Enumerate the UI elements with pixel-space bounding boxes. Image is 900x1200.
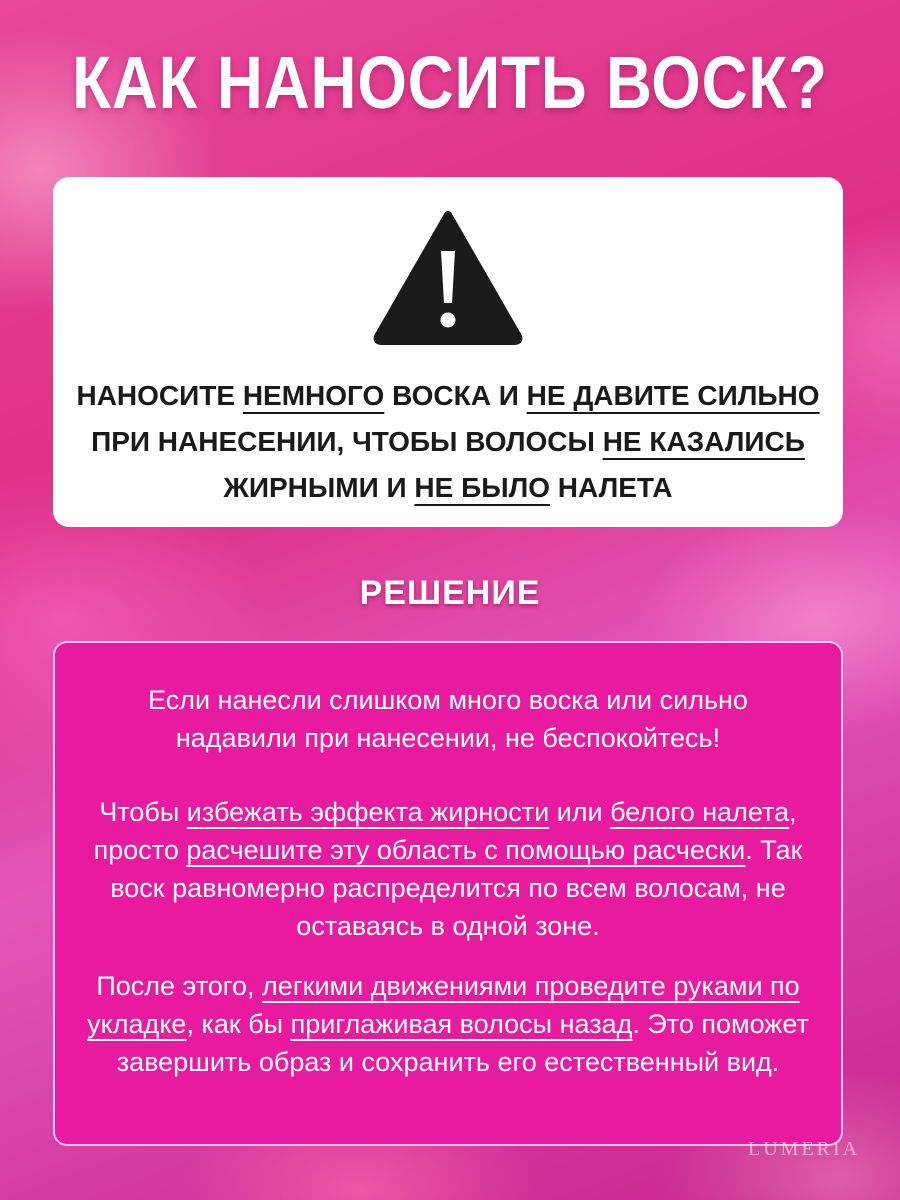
text-segment: НАНОСИТЕ [76, 380, 243, 411]
underlined-phrase: белого налета [610, 797, 790, 827]
solution-heading: РЕШЕНИЕ [359, 574, 541, 612]
text-segment: Чтобы [99, 797, 187, 827]
text-segment: ПРИ НАНЕСЕНИИ, ЧТОБЫ ВОЛОСЫ [91, 426, 603, 457]
underlined-phrase: приглаживая волосы назад [290, 1009, 633, 1039]
text-segment: , просто [93, 797, 797, 865]
solution-card [53, 641, 843, 1146]
text-segment: , как бы [186, 1009, 291, 1039]
underlined-phrase: НЕ КАЗАЛИСЬ [602, 426, 805, 457]
solution-paragraph-3 [85, 967, 811, 1081]
text-segment: . Так воск равномерно распределится по всем волосам, не оставаясь в одной зоне. [110, 835, 803, 941]
underlined-phrase: НЕМНОГО [242, 380, 385, 411]
underlined-phrase: НЕ ДАВИТЕ СИЛЬНО [526, 380, 820, 411]
underlined-phrase: легкими движениями проведите руками по укладке [87, 971, 800, 1039]
underlined-phrase: НЕ БЫЛО [414, 472, 551, 503]
underlined-phrase: избежать эффекта жирности [186, 797, 550, 827]
text-segment: . Это поможет завершить образ и сохранить его естественный вид. [116, 1009, 809, 1077]
underlined-phrase: расчешите эту область с помощью расчески [186, 835, 746, 865]
text-segment: или [549, 797, 611, 827]
page-title: КАК НАНОСИТЬ ВОСК? [72, 41, 828, 124]
text-segment: ВОСКА И [384, 380, 527, 411]
solution-paragraph-2 [85, 793, 811, 945]
warning-text [73, 373, 823, 511]
text-segment: После этого, [96, 971, 263, 1001]
text-segment: НАЛЕТА [550, 472, 673, 503]
warning-triangle-icon [371, 207, 525, 347]
brand-watermark: LUMERIA [748, 1138, 861, 1160]
solution-paragraph-1 [85, 681, 811, 757]
warning-card [53, 177, 843, 527]
text-segment: Если нанесли слишком много воска или сильно надавили при нанесении, не беспокойтесь! [148, 685, 748, 753]
text-segment: ЖИРНЫМИ И [223, 472, 415, 503]
